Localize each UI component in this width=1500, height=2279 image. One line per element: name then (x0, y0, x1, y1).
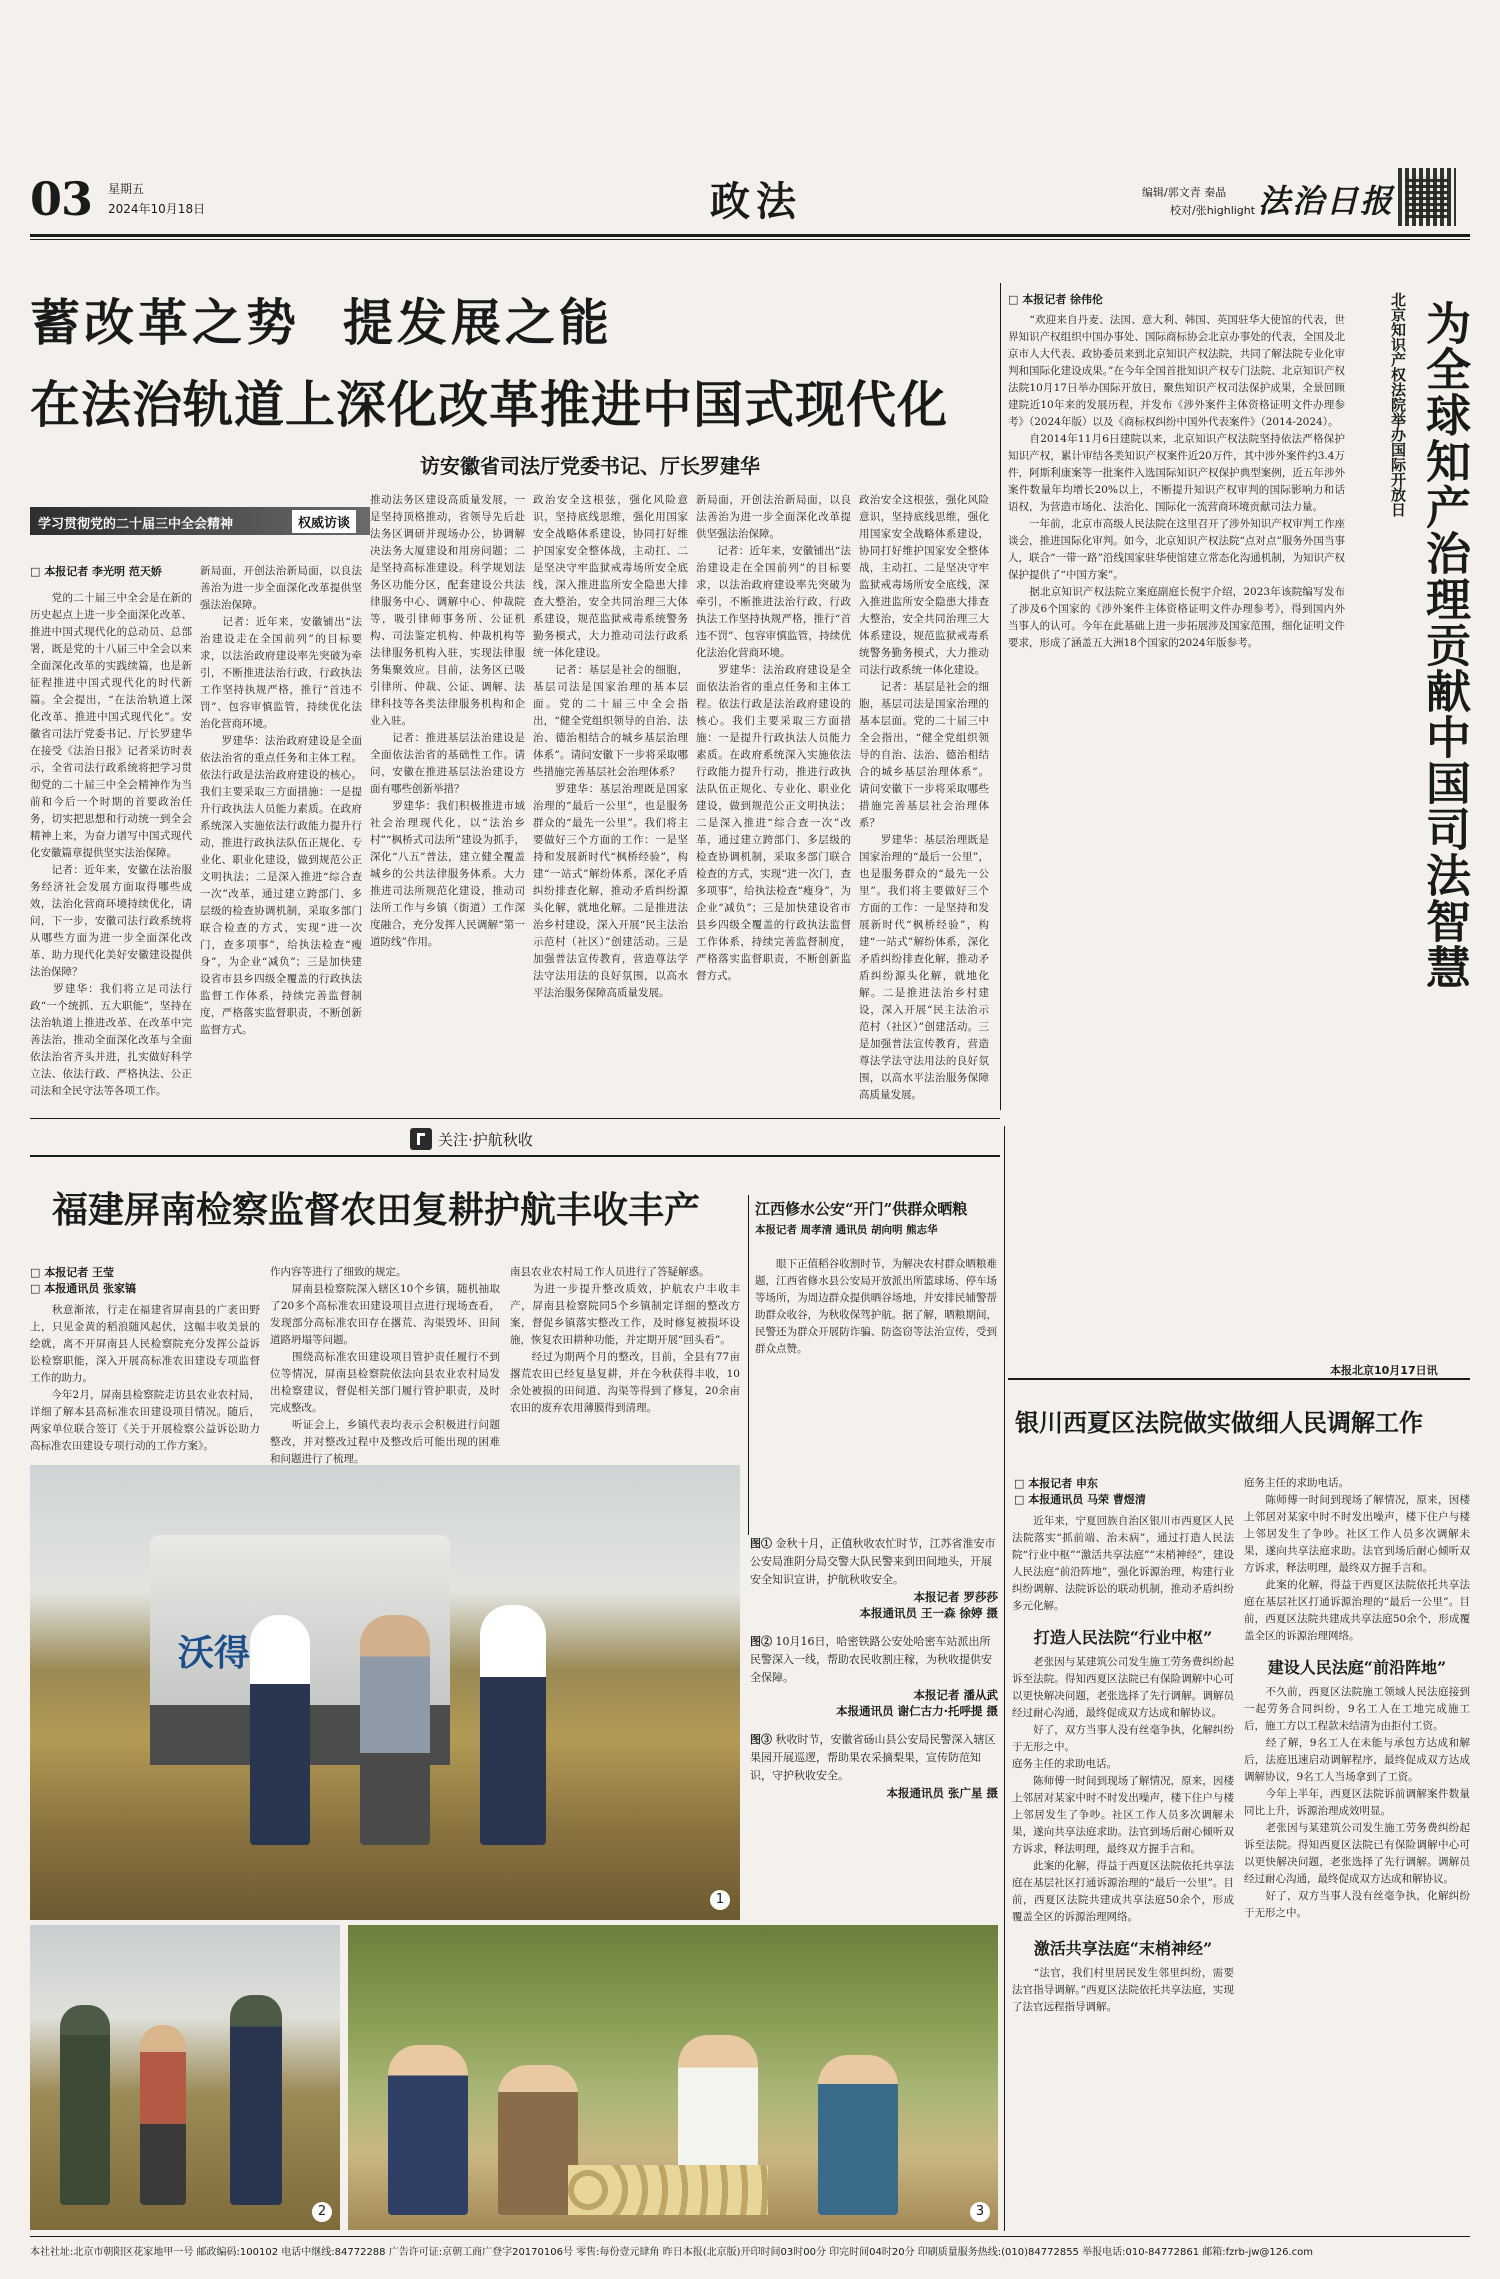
lead-column-6: 政治安全这根弦，强化风险意识，坚持底线思维，强化用国家安全战略体系建设，协同打好维护国家安全整体战，主动扛、二是坚决守牢监狱戒毒场所安全底线，深入推进监所安全隐患大排查大整治，安全共同治理三大体系建设，规范监狱戒毒系统警务勤务模式，大力推动司法行政系统一体化建设。 记者：基层是社会的细胞，基层司法是国家治理的基本层面。党的二十届三中全会指出，“健全党组织领导的自治、法治、德治相结合的城乡基层治理体系”。请问安徽下一步将采取哪些措施完善基层社会治理体系？ 罗建华：基层治理既是国家治理的“最后一公里”，也是服务群众的“最先一公里”。我们将主要做好三个方面的工作：一是坚持和发展新时代“枫桥经验”，构建“一站式”解纷体系，深化矛盾纠纷排查化解，推动矛盾纠纷源头化解，就地化解。二是推进法治乡村建设，深入开展“民主法治示范村（社区）”创建活动。三是加强普法宣传教育，营造尊法学法守法用法的良好氛围，以高水平法治服务保障高质量发展。 (859, 494, 989, 1101)
sub-story-headline: 江西修水公安“开门”供群众晒粮 (755, 1200, 968, 1218)
side-byline: □ 本报记者 徐伟伦 (1008, 293, 1104, 306)
farmer (360, 1615, 430, 1845)
photo-number-3: 3 (970, 2202, 990, 2222)
right-col1b-repeat: 庭务主任的求助电话。 陈师傅一时间到现场了解情况，原来，因楼上邻居对某家中时不时发出噪声，楼下住户与楼上邻居发生了争吵。社区工作人员多次调解未果，遂向共享法庭求助。法官到场后耐心倾听双方诉求，释法明理，最终双方握手言和。 此案的化解，得益于西夏区法院依托共享法庭在基层社区打通诉源治理的“最后一公里”。目前，西夏区法院共建成共享法庭50余个，形成覆盖全区的诉源治理网络。 (1012, 1758, 1234, 1923)
right-subhead-3: 建设人民法庭“前沿阵地” (1267, 1658, 1447, 1677)
section-title: 政法 (710, 178, 802, 225)
harvester-brand: 沃得 (178, 1633, 251, 1674)
feature-headline: 福建屏南检察监督农田复耕护航丰收丰产 (52, 1189, 701, 1231)
right-story-headline: 银川西夏区法院做实做细人民调解工作 (1015, 1408, 1423, 1437)
right-col1c-para: “法官，我们村里居民发生邻里纠纷，需要法官指导调解。”西夏区法院依托共享法庭，实现了法官远程指导调解。 (1012, 1967, 1234, 2013)
qr-code-icon (1398, 168, 1456, 226)
right-col2b-repeat: 老张因与某建筑公司发生施工劳务费纠纷起诉至法院。得知西夏区法院已有保险调解中心可以更快解决问题，老张选择了先行调解。调解员经过耐心沟通，最终促成双方达成和解协议。 好了，双方当事人没有丝毫争执，化解纠纷于无形之中。 (1244, 1822, 1470, 1919)
series-banner (30, 507, 370, 535)
sub-story-byline: 本报记者 周孝清 通讯员 胡向明 熊志华 (755, 1224, 938, 1236)
photo-number-2: 2 (312, 2202, 332, 2222)
officer-female (250, 1615, 310, 1845)
lead-column-2: 新局面，开创法治新局面，以良法善治为进一步全面深化改革提供坚强法治保障。 记者：近年来，安徽铺出“法治建设走在全国前列”的目标要求，以法治政府建设率先突破为牵引，不断推进法治行政，行政执法工作坚持执规严格，推行“首违不罚”、包容审慎监管，持续优化法治化营商环境。 罗建华：法治政府建设是全面依法治省的重点任务和主体工程。依法行政是法治政府建设的核心。我们主要采取三方面措施：一是提升行政执法人员能力素质。在政府系统深入实施依法行政能力提升行动，推进行政执法队伍正规化、专业化、职业化建设，做到规范公正文明执法；二是深入推进“综合查一次”改革，通过建立跨部门、多层级的检查协调机制，采取多部门联合检查的方式，实现“进一次门，查多项事”，给执法检查“瘦身”，为企业“减负”；三是加快建设省市县乡四级全覆盖的行政执法监督工作体系，持续完善监督制度，严格落实监督职责，不断创新监督方式。 (200, 565, 362, 1036)
feature-byline-1: □ 本报记者 王莹 (30, 1266, 115, 1279)
lead-headline-line1: 蓄改革之势 提发展之能 (30, 293, 613, 352)
right-subhead-1: 打造人民法院“行业中枢” (1033, 1628, 1213, 1647)
right-col2b-para: 不久前，西夏区法院施工领域人民法庭接到一起劳务合同纠纷，9名工人在工地完成施工后，施工方以工程款未结清为由拒付工资。 经了解，9名工人在未能与承包方达成和解后，法庭迅速启动调解程序，最终促成双方达成调解协议，9名工人当场拿到了工资。 今年上半年，西夏区法院诉前调解案件数量同比上升，诉源治理成效明显。 (1244, 1686, 1470, 1817)
tag-logo-icon (410, 1128, 432, 1150)
lead-subtitle: 访安徽省司法厅党委书记、厅长罗建华 (420, 454, 760, 478)
caption-2-credit-a: 本报记者 潘从武 (913, 1688, 998, 1702)
caption-2: 图② 10月16日，哈密铁路公安处哈密车站派出所民警深入一线，帮助农民收割庄稼，为秋收提供安全保障。 (750, 1635, 992, 1684)
lead-headline-line2: 在法治轨道上深化改革推进中国式现代化 (30, 375, 948, 434)
right-byline-1: □ 本报记者 申东 (1014, 1477, 1099, 1490)
side-headline: 为全球知产治理贡献中国司法智慧 (1418, 300, 1471, 990)
feature-byline-2: □ 本报通讯员 张家镐 (30, 1282, 137, 1295)
lead-byline: □ 本报记者 李光明 范天娇 (30, 565, 162, 578)
right-col1b-para: 老张因与某建筑公司发生施工劳务费纠纷起诉至法院。得知西夏区法院已有保险调解中心可以更快解决问题，老张选择了先行调解。调解员经过耐心沟通，最终促成双方达成和解协议。 好了，双方当事人没有丝毫争执，化解纠纷于无形之中。 (1012, 1656, 1234, 1753)
issue-date: 2024年10月18日 (108, 202, 206, 216)
photo-number-1: 1 (710, 1890, 730, 1910)
right-subhead-2: 激活共享法庭“末梢神经” (1033, 1939, 1213, 1958)
photo-orchard (348, 1925, 998, 2230)
officer-2 (480, 1605, 546, 1845)
sub-story-body: 眼下正值稻谷收割时节，为解决农村群众晒粮难题，江西省修水县公安局开放派出所篮球场、停车场等场所，为周边群众提供晒谷场地，并安排民辅警帮助群众收谷，为秋收保驾护航。据了解，晒粮期间，民警还为群众开展防诈骗、防盗窃等法治宣传，受到群众点赞。 (755, 1258, 997, 1355)
captions-block (750, 1535, 998, 1920)
right-col1-para: 近年来，宁夏回族自治区银川市西夏区人民法院落实“抓前端、治未病”，通过打造人民法院“行业中枢”“激活共享法庭”“末梢神经”，建设人民法庭“前沿阵地”，强化诉源治理，构建行业纠纷调解、法院诉讼的联动机制，推动矛盾纠纷多元化解。 (1012, 1515, 1234, 1612)
series-tag: 学习贯彻党的二十届三中全会精神 (38, 517, 234, 532)
editors: 编辑/郭文青 秦晶 (1142, 186, 1227, 199)
side-dateline: 本报北京10月17日讯 (1330, 1364, 1438, 1377)
series-badge: 权威访谈 (292, 510, 356, 533)
right-column-2 (1244, 1475, 1470, 2231)
caption-1: 图① 金秋十月，正值秋收农忙时节，江苏省淮安市公安局淮阴分局交警大队民警来到田间地头，开展安全知识宣讲，护航秋收安全。 (750, 1537, 996, 1586)
footer-info: 本社社址:北京市朝阳区花家地甲一号 邮政编码:100102 电话中继线:84772288 广告许可证:京朝工商广登字20170106号 零售:每份壹元肆角 昨日本报(北京版)开印时间03时00分 印完时间04时20分 印刷质量服务热线:(010)84772855 举报电话:010-84772861 邮箱:fzrb-jw@126.com (30, 2247, 1314, 2258)
right-column-1 (1012, 1513, 1234, 2231)
caption-3-credit-a: 本报通讯员 张广星 摄 (886, 1786, 998, 1800)
paper-name: 法治日报 (1258, 182, 1395, 220)
right-col2-para: 庭务主任的求助电话。 陈师傅一时间到现场了解情况，原来，因楼上邻居对某家中时不时发出噪声，楼下住户与楼上邻居发生了争吵。社区工作人员多次调解未果，遂向共享法庭求助。法官到场后耐心倾听双方诉求，释法明理，最终双方握手言和。 此案的化解，得益于西夏区法院依托共享法庭在基层社区打通诉源治理的“最后一公里”。目前，西夏区法院共建成共享法庭50余个，形成覆盖全区的诉源治理网络。 (1244, 1477, 1470, 1642)
lead-column-5: 新局面，开创法治新局面，以良法善治为进一步全面深化改革提供坚强法治保障。 记者：近年来，安徽铺出“法治建设走在全国前列”的目标要求，以法治政府建设率先突破为牵引，不断推进法治行政，行政执法工作坚持执规严格，推行“首违不罚”、包容审慎监管，持续优化法治化营商环境。 罗建华：法治政府建设是全面依法治省的重点任务和主体工程。依法行政是法治政府建设的核心。我们主要采取三方面措施：一是提升行政执法人员能力素质。在政府系统深入实施依法行政能力提升行动，推进行政执法队伍正规化、专业化、职业化建设，做到规范公正文明执法；二是深入推进“综合查一次”改革，通过建立跨部门、多层级的检查协调机制，采取多部门联合检查的方式，实现“进一次门，查多项事”，给执法检查“瘦身”，为企业“减负”；三是加快建设省市县乡四级全覆盖的行政执法监督工作体系，持续完善监督制度，严格落实监督职责，不断创新监督方式。 (696, 494, 851, 982)
masthead (30, 170, 1470, 230)
lead-column-3: 推动法务区建设高质量发展，一是坚持顶格推动，省领导先后赴法务区调研并现场办公，协调解决法务大厦建设和用房问题；二是坚持高标准建设。科学规划法务区功能分区，配套建设公共法律服务中心、调解中心、仲裁院等，吸引律师事务所、公证机构、司法鉴定机构、仲裁机构等法律服务机构入驻，实现法律服务集聚效应。目前，法务区已吸引律所、仲裁、公证、调解、法律科技等各类法律服务机构和企业入驻。 记者：推进基层法治建设是全面依法治省的基础性工作。请问，安徽在推进基层法治建设方面有哪些创新举措？ 罗建华：我们积极推进市域社会治理现代化，以“法治乡村”“枫桥式司法所”建设为抓手，深化“八五”普法，建立健全覆盖城乡的公共法律服务体系。大力推进司法所规范化建设，推动司法所工作与乡镇（街道）工作深度融合，充分发挥人民调解“第一道防线”作用。 (370, 494, 525, 948)
feature-column-2: 作内容等进行了细致的规定。 屏南县检察院深入辖区10个乡镇，随机抽取了20多个高标准农田建设项目点进行现场查看，发现部分高标准农田存在撂荒、沟渠毁坏、田间道路坍塌等问题。 围绕高标准农田建设项目管护责任履行不到位等情况，屏南县检察院依法向县农业农村局发出检察建议，督促相关部门履行管护职责，及时完成整改。 听证会上，乡镇代表均表示会积极进行问题整改，并对整改过程中及整改后可能出现的困难和问题进行了梳理。 (270, 1266, 500, 1465)
photo-harvest-field (30, 1465, 740, 1920)
feature-column-1: 秋意渐浓，行走在福建省屏南县的广袤田野上，只见金黄的稻浪随风起伏，这幅丰收美景的绘就，离不开屏南县人民检察院充分发挥公益诉讼检察职能，深入开展高标准农田建设专项监督工作的助力。 今年2月，屏南县检察院走访县农业农村局，详细了解本县高标准农田建设项目情况。随后，两家单位联合签订《关于开展检察公益诉讼助力高标准农田建设专项行动的工作方案》。 (30, 1304, 260, 1452)
caption-2-credit-b: 本报通讯员 谢仁古力·托呼提 摄 (836, 1704, 998, 1718)
feature-tag-label: 关注·护航秋收 (438, 1131, 533, 1149)
feature-column-3: 南县农业农村局工作人员进行了答疑解惑。 为进一步提升整改质效，护航农户丰收丰产，屏南县检察院同5个乡镇制定详细的整改方案，督促乡镇落实整改工作，及时修复被损坏设施，恢复农田耕种功能，并定期开展“回头看”。 经过为期两个月的整改，目前，全县有77亩撂荒农田已经复垦复耕，并在今秋获得丰收，10余处被损的田间道、沟渠等得到了修复，20余亩农田的废弃农用薄膜得到清理。 (510, 1266, 740, 1414)
page-number: 03 (30, 172, 93, 226)
caption-1-credit-b: 本报通讯员 王一森 徐婷 摄 (859, 1606, 998, 1620)
side-kicker: 北京知识产权法院举办国际开放日 (1389, 292, 1407, 517)
lead-column-4: 政治安全这根弦，强化风险意识，坚持底线思维，强化用国家安全战略体系建设，协同打好维护国家安全整体战，主动扛、二是坚决守牢监狱戒毒场所安全底线，深入推进监所安全隐患大排查大整治，安全共同治理三大体系建设，规范监狱戒毒系统警务勤务模式，大力推动司法行政系统一体化建设。 记者：基层是社会的细胞，基层司法是国家治理的基本层面。党的二十届三中全会指出，“健全党组织领导的自治、法治、德治相结合的城乡基层治理体系”。请问安徽下一步将采取哪些措施完善基层社会治理体系？ 罗建华：基层治理既是国家治理的“最后一公里”，也是服务群众的“最先一公里”。我们将主要做好三个方面的工作：一是坚持和发展新时代“枫桥经验”，构建“一站式”解纷体系，深化矛盾纠纷排查化解，推动矛盾纠纷源头化解，就地化解。二是推进法治乡村建设，深入开展“民主法治示范村（社区）”创建活动。三是加强普法宣传教育，营造尊法学法守法用法的良好氛围，以高水平法治服务保障高质量发展。 (533, 494, 688, 999)
caption-1-credit-a: 本报记者 罗莎莎 (913, 1590, 998, 1604)
right-byline-2: □ 本报通讯员 马荣 曹煜清 (1014, 1493, 1146, 1506)
proofreader: 校对/张highlight (1170, 204, 1256, 217)
side-story-body: “欢迎来自丹麦、法国、意大利、韩国、英国驻华大使馆的代表，世界知识产权组织中国办事处、国际商标协会北京办事处的代表，全国及北京市人大代表、政协委员来到北京知识产权法院，共同了解法院专业化审判和国际化建设成果。”在今年全国首批知识产权专门法院、北京知识产权法院10月17日举办国际开放日，聚焦知识产权司法保护成果，全景回顾建院近10年来的发展历程，并发布《涉外案件主体资格证明文件办理参考》（2024年版）以及《商标权纠纷中国外代表案件》（2014-2024）。 自2014年11月6日建院以来，北京知识产权法院坚持依法严格保护知识产权，累计审结各类知识产权案件近20万件，其中涉外案件约3.4万件，阿斯利康案等一批案件入选国际知识产权保护典型案例，近五年涉外案件数量年均增长20%以上，不断提升知识产权审判的国际影响力和话语权，为营造市场化、法治化、国际化一流营商环境贡献司法力量。 一年前，北京市高级人民法院在这里召开了涉外知识产权审判工作座谈会，推进国际化审判。如今，北京知识产权法院“点对点”服务外国当事人，联合“一带一路”沿线国家驻华使馆建立常态化沟通机制，为知识产权保护提供了“中国方案”。 据北京知识产权法院立案庭副庭长倪宇介绍，2023年该院编写发布了涉及6个国家的《涉外案件主体资格证明文件办理参考》，得到国内外当事人的认可。今年在此基础上进一步拓展涉及国家范围，细化证明文件要求，形成了涵盖五大洲18个国家的2024年版参考。 (1008, 314, 1345, 649)
lead-column-1: 党的二十届三中全会是在新的历史起点上进一步全面深化改革、推进中国式现代化的总动员、总部署，既是党的十八届三中全会以来全面深化改革的实践续篇，也是新征程推进中国式现代化的时代新篇。全会提出，“在法治轨道上深化改革、推进中国式现代化”。安徽省司法厅党委书记、厅长罗建华在接受《法治日报》记者采访时表示，全省司法行政系统将把学习贯彻党的二十届三中全会精神作为当前和今后一个时期的首要政治任务，切实把思想和行动统一到全会精神上来，为奋力谱写中国式现代化安徽篇章提供坚实法治保障。 记者：近年来，安徽在法治服务经济社会发展方面取得哪些成效，法治化营商环境持续优化，请问，下一步，安徽司法行政系统将从哪些方面为进一步全面深化改革、助力现代化美好安徽建设提供法治保障？ 罗建华：我们将立足司法行政“一个统抓、五大职能”，坚持在法治轨道上推进改革、在改革中完善法治，推动全面深化改革与全面依法治省齐头并进，扎实做好科学立法、依法行政、严格执法、公正司法和全民守法等各项工作。 (30, 592, 192, 1097)
weekday: 星期五 (108, 182, 145, 196)
photo-police-field (30, 1925, 340, 2230)
caption-3: 图③ 秋收时节，安徽省砀山县公安局民警深入辖区果园开展巡逻，帮助果农采摘梨果，宣传防范知识，守护秋收安全。 (750, 1733, 996, 1782)
